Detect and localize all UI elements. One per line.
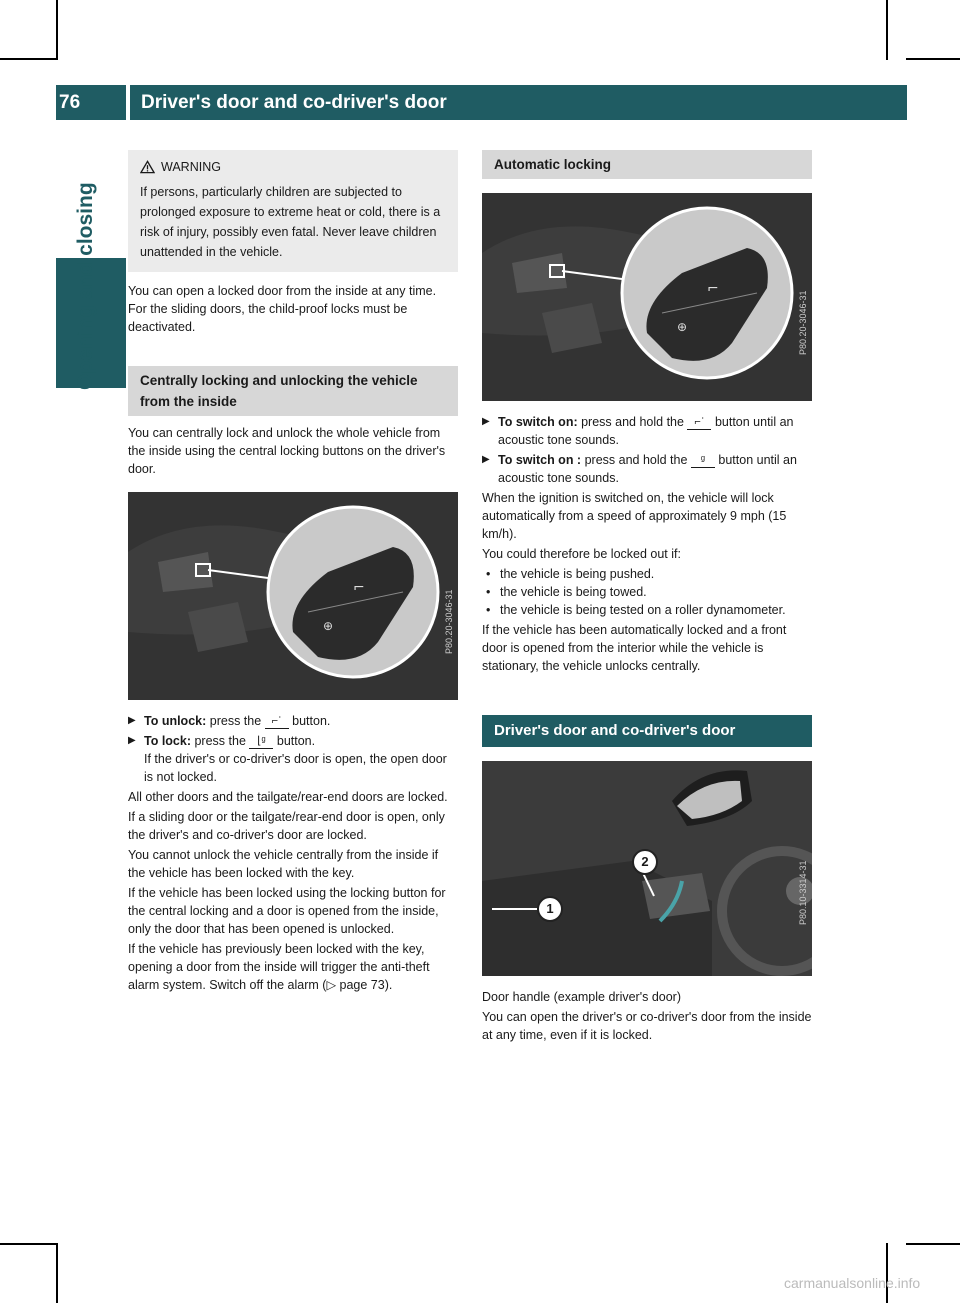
paragraph: If the vehicle has been locked using the locking button for the central locking and a door is opened from the inside, only the door that has been opened is unlocked. (128, 886, 446, 936)
crop-mark (906, 58, 960, 60)
crop-mark (906, 1243, 960, 1245)
photo-caption: Door handle (example driver's door) (482, 990, 682, 1004)
callout-2: 2 (632, 849, 658, 875)
photo-code: P80.20-3046-31 (798, 290, 808, 355)
warning-triangle-icon (140, 160, 155, 174)
watermark: carmanualsonline.info (784, 1275, 921, 1291)
paragraph: You can open the driver's or co-driver's door from the inside at any time, even if it is locked. (482, 1010, 812, 1042)
svg-text:⊕: ⊕ (323, 619, 334, 633)
step-text: button. (276, 734, 316, 748)
crop-mark (56, 0, 58, 60)
step-lock (128, 732, 458, 786)
warning-label: WARNING (161, 160, 221, 174)
step-text: button until an acoustic tone sounds. (498, 415, 794, 447)
paragraph: If the vehicle has previously been locked with the key, opening a door from the inside will trigger the anti-theft alarm system. Switch off the alarm (▷ page 73). (128, 942, 430, 992)
paragraph: If a sliding door or the tailgate/rear-end door is open, only the driver's and co-driver's door are locked. (128, 810, 445, 842)
warning-text: If persons, particularly children are subjected to prolonged exposure to extreme heat or cold, there is a risk of injury, possibly even fatal. Never leave children unattended in the vehicle. (140, 185, 441, 259)
step-text: press and hold the (581, 415, 684, 429)
photo-code: P80.10-3314-31 (798, 860, 808, 925)
unlock-button-icon: ⌐ʿ (687, 415, 711, 430)
paragraph: If the vehicle has been automatically locked and a front door is opened from the interior while the vehicle is stationary, the vehicle unlocks centrally. (482, 623, 787, 673)
step-text: button until an acoustic tone sounds. (498, 453, 797, 485)
callout-1: 1 (537, 896, 563, 922)
side-tab-label: Opening and closing (74, 182, 97, 390)
step-text: press the (194, 734, 246, 748)
header-separator (127, 60, 130, 120)
bullet-list (482, 565, 812, 619)
step-switch-on-1 (482, 413, 812, 449)
crop-mark (56, 1243, 58, 1303)
svg-text:⊕: ⊕ (677, 320, 688, 334)
arrow-icon: ▶ (128, 735, 136, 746)
paragraph: All other doors and the tailgate/rear-end doors are locked. (128, 790, 448, 804)
svg-text:⌐: ⌐ (353, 580, 365, 596)
photo-code: P80.20-3046-31 (444, 589, 454, 654)
step-switch-on-2 (482, 451, 812, 487)
step-text: button. (292, 714, 331, 728)
section-heading-doors: Driver's door and co-driver's door (482, 715, 812, 747)
arrow-icon: ▶ (482, 454, 490, 465)
door-panel-photo (128, 492, 458, 700)
door-handle-photo (482, 761, 812, 976)
door-panel-photo-2 (482, 193, 812, 401)
unlock-button-icon: ⌐ʿ (265, 714, 289, 729)
page-title: Driver's door and co-driver's door (141, 92, 447, 113)
section-intro: You can centrally lock and unlock the whole vehicle from the inside using the central locking buttons on the driver's door. (128, 426, 446, 476)
step-label: To switch on : (498, 453, 582, 467)
step-label: To unlock: (144, 714, 207, 728)
step-text: press the (209, 714, 262, 728)
section-heading-central-locking: Centrally locking and unlocking the vehicle from the inside (128, 366, 458, 416)
paragraph: You could therefore be locked out if: (482, 547, 681, 561)
crop-mark (0, 1243, 56, 1245)
intro-paragraph: You can open a locked door from the inside at any time. For the sliding doors, the child-proof locks must be deactivated. (128, 284, 437, 334)
warning-box (128, 150, 458, 272)
step-text: press and hold the (584, 453, 688, 467)
svg-text:⌐: ⌐ (707, 281, 719, 297)
step-unlock (128, 712, 458, 730)
side-tab (56, 120, 126, 680)
crop-mark (886, 1243, 888, 1303)
lock-button-icon: ᵍ (691, 453, 715, 468)
list-item: • the vehicle is being tested on a roller dynamometer. (498, 601, 812, 619)
step-label: To lock: (144, 734, 191, 748)
arrow-icon: ▶ (128, 715, 136, 726)
paragraph: You cannot unlock the vehicle centrally from the inside if the vehicle has been locked with the key. (128, 848, 439, 880)
arrow-icon: ▶ (482, 416, 490, 427)
step-note: If the driver's or co-driver's door is open, the open door is not locked. (144, 752, 447, 784)
paragraph: When the ignition is switched on, the vehicle will lock automatically from a speed of approximately 9 mph (15 km/h). (482, 491, 787, 541)
left-column (128, 150, 458, 996)
right-column (482, 150, 812, 1046)
list-item: • the vehicle is being towed. (498, 583, 812, 601)
crop-mark (0, 58, 56, 60)
step-label: To switch on: (498, 415, 578, 429)
list-item: • the vehicle is being pushed. (498, 565, 812, 583)
page-number: 76 (56, 85, 126, 120)
lock-button-icon: ⌊ᵍ (249, 734, 273, 749)
section-heading-automatic-locking: Automatic locking (482, 150, 812, 179)
crop-mark (886, 0, 888, 60)
